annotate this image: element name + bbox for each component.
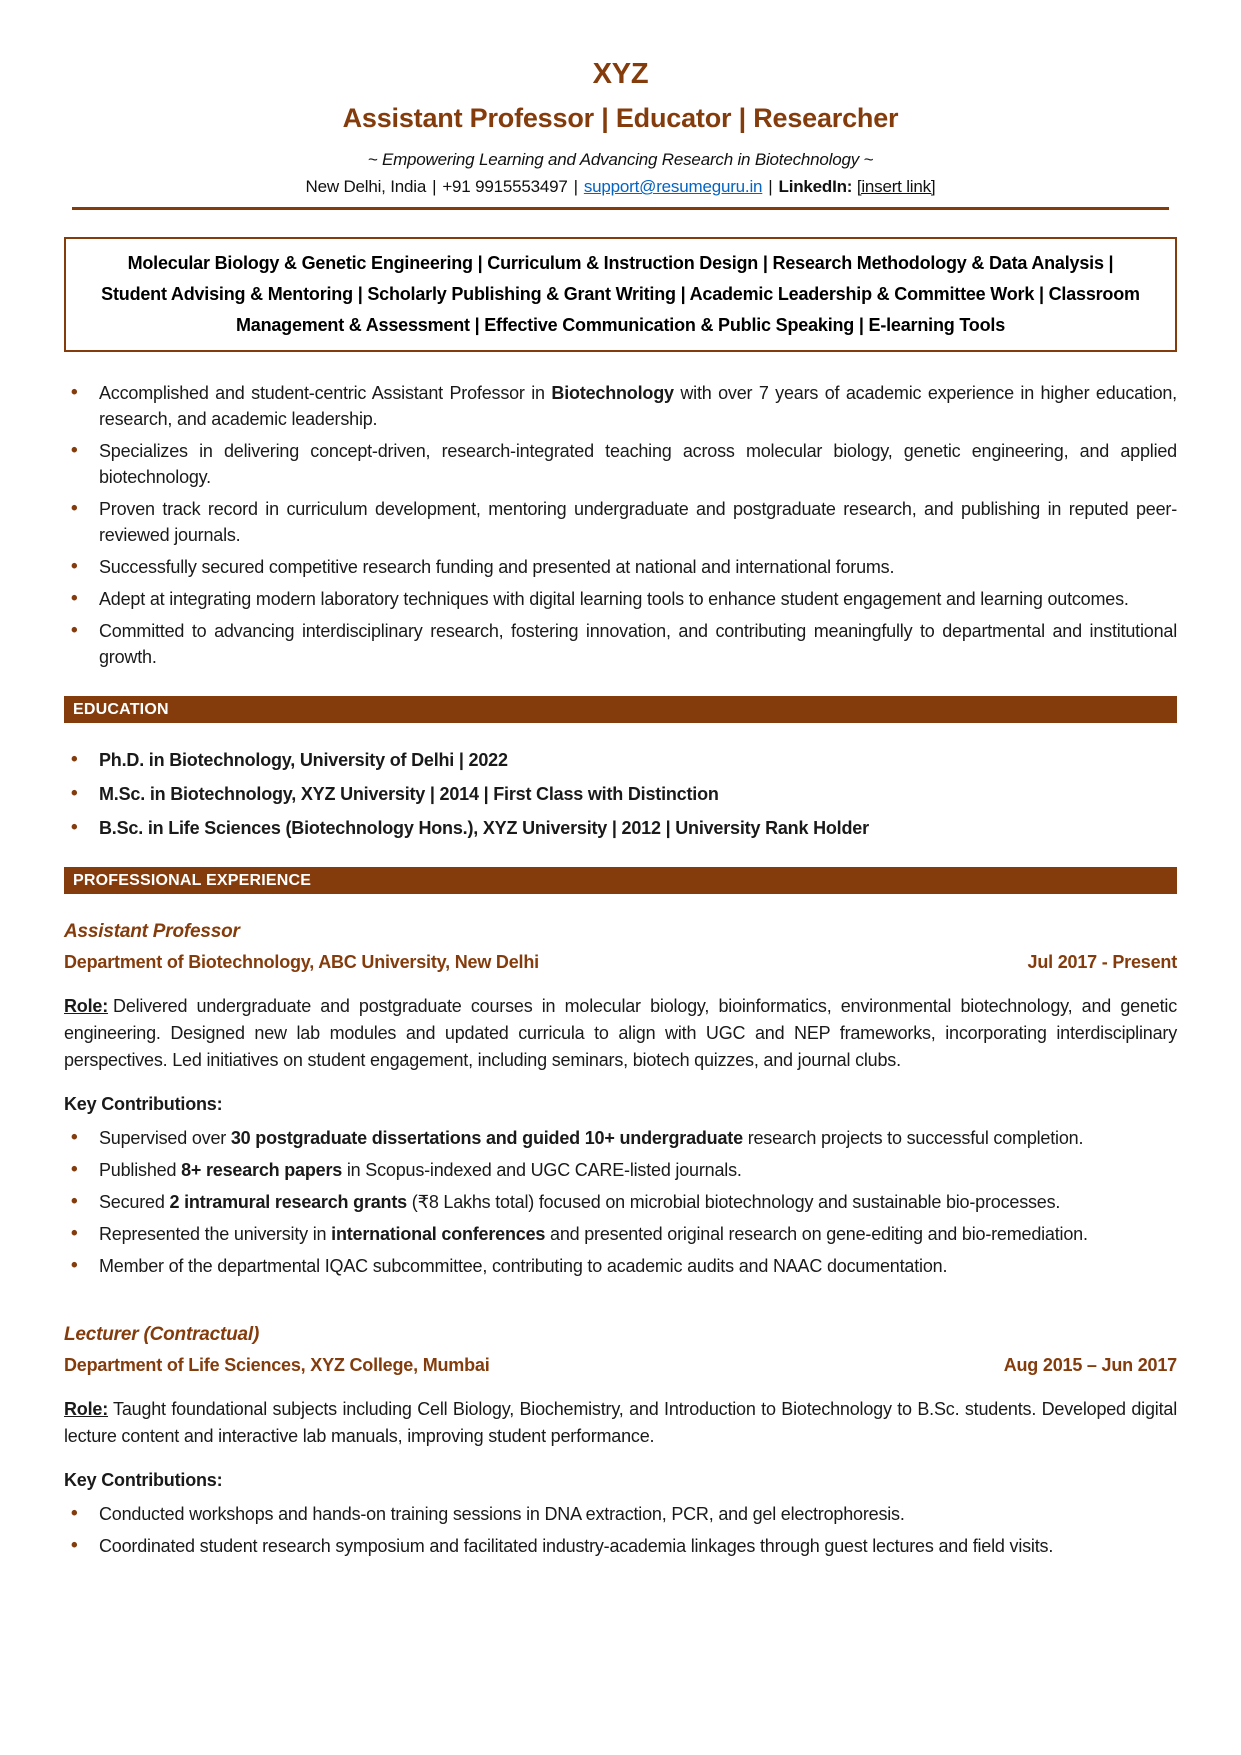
job-title: Assistant Professor [64,921,240,942]
summary-item: • Committed to advancing interdisciplinary research, fostering innovation, and contributing meaningfully to departmental and institutional growth. [64,618,1177,670]
job-entry-lecturer [64,1323,1177,1559]
contribution-item: • Published 8+ research papers in Scopus-indexed and UGC CARE-listed journals. [64,1157,1177,1183]
linkedin-label: LinkedIn: [778,177,853,196]
section-header-experience: PROFESSIONAL EXPERIENCE [64,867,1177,894]
candidate-headline: Assistant Professor | Educator | Researcher [342,103,899,133]
education-item: • Ph.D. in Biotechnology, University of Delhi | 2022 [64,747,1177,773]
education-item: • M.Sc. in Biotechnology, XYZ University | 2014 | First Class with Distinction [64,781,1177,807]
contact-line [64,177,1177,197]
section-header-education: EDUCATION [64,696,1177,723]
summary-item: • Accomplished and student-centric Assistant Professor in Biotechnology with over 7 years of academic experience in higher education, research, and academic leadership. [64,380,1177,432]
contributions-list [64,1125,1177,1279]
contribution-item: • Member of the departmental IQAC subcommittee, contributing to academic audits and NAAC documentation. [64,1253,1177,1279]
email-link[interactable]: support@resumeguru.in [583,177,763,196]
summary-item: • Specializes in delivering concept-driven, research-integrated teaching across molecular biology, genetic engineering, and applied biotechnology. [64,438,1177,490]
contribution-item: • Secured 2 intramural research grants (₹8 Lakhs total) focused on microbial biotechnology and sustainable bio-processes. [64,1189,1177,1215]
job-org-row [64,952,1177,973]
job-role-paragraph [64,1396,1177,1450]
contributions-list [64,1501,1177,1559]
contact-phone: +91 9915553497 [442,177,568,196]
summary-list [64,380,1177,670]
contact-separator: | [768,177,773,196]
linkedin-insert-link[interactable]: [insert link] [856,177,936,196]
job-organization: Department of Biotechnology, ABC University, New Delhi [64,952,539,972]
header-divider-rule [72,207,1169,210]
contact-separator: | [432,177,437,196]
education-list [64,747,1177,841]
role-text: Delivered undergraduate and postgraduate courses in molecular biology, bioinformatics, environmental biotechnology, and genetic engineering. Designed new lab modules and updated curricula to align with UGC and NEP frameworks, incorporating interdisciplinary perspectives. Led initiatives on student engagement, including seminars, biotech quizzes, and journal clubs. [64,996,1177,1070]
contribution-item: • Represented the university in international conferences and presented original research on gene-editing and bio-remediation. [64,1221,1177,1247]
job-title: Lecturer (Contractual) [64,1324,260,1345]
core-skills-box: Molecular Biology & Genetic Engineering | Curriculum & Instruction Design | Research Methodology & Data Analysis | Student Advising & Mentoring | Scholarly Publishing & Grant Writing | Academic Leadership & Committee Work | Classroom Management & Assessment | Effective Communication & Public Speaking | E-learning Tools [64,237,1177,352]
contribution-item: • Conducted workshops and hands-on training sessions in DNA extraction, PCR, and gel electrophoresis. [64,1501,1177,1527]
contact-location: New Delhi, India [305,177,427,196]
summary-item: • Adept at integrating modern laboratory techniques with digital learning tools to enhance student engagement and learning outcomes. [64,586,1177,612]
education-item: • B.Sc. in Life Sciences (Biotechnology Hons.), XYZ University | 2012 | University Rank Holder [64,815,1177,841]
job-dates: Jul 2017 - Present [1027,952,1177,972]
job-role-paragraph [64,993,1177,1074]
key-contributions-label: Key Contributions: [64,1470,223,1490]
candidate-tagline: ~ Empowering Learning and Advancing Research in Biotechnology ~ [367,150,874,169]
job-entry-assistant-professor [64,920,1177,1279]
job-organization: Department of Life Sciences, XYZ College, Mumbai [64,1355,490,1375]
role-text: Taught foundational subjects including Cell Biology, Biochemistry, and Introduction to Biotechnology to B.Sc. students. Developed digital lecture content and interactive lab manuals, improving student performance. [64,1399,1177,1446]
key-contributions-label: Key Contributions: [64,1094,223,1114]
contribution-item: • Supervised over 30 postgraduate dissertations and guided 10+ undergraduate research projects to successful completion. [64,1125,1177,1151]
summary-item: • Successfully secured competitive research funding and presented at national and international forums. [64,554,1177,580]
candidate-name: XYZ [592,58,649,90]
role-label: Role: [64,996,109,1016]
role-label: Role: [64,1399,109,1419]
job-dates: Aug 2015 – Jun 2017 [1003,1355,1177,1375]
summary-item: • Proven track record in curriculum development, mentoring undergraduate and postgraduate research, and publishing in reputed peer-reviewed journals. [64,496,1177,548]
contact-separator: | [573,177,578,196]
job-org-row [64,1355,1177,1376]
contribution-item: • Coordinated student research symposium and facilitated industry-academia linkages through guest lectures and field visits. [64,1533,1177,1559]
